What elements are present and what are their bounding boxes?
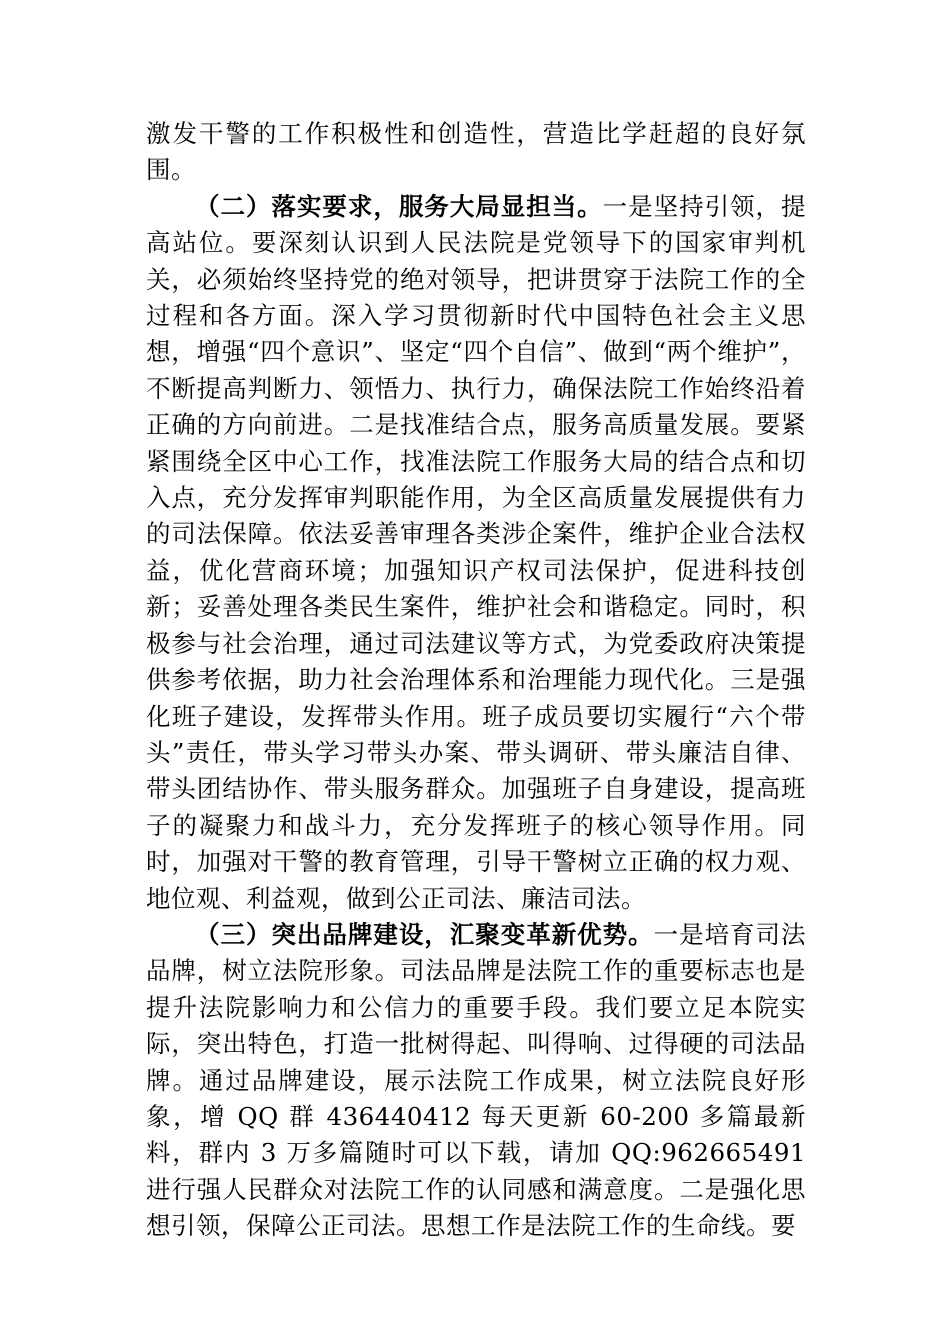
section-two-body: 一是坚持引领，提高站位。要深刻认识到人民法院是党领导下的国家审判机关，必须始终坚持党的绝对领导，把讲贯穿于法院工作的全过程和各方面。深入学习贯彻新时代中国特色社会主义思想，增强“四个意识”、坚定“四个自信”、做到“两个维护”，不断提高判断力、领悟力、执行力，确保法院工作始终沿着正确的方向前进。二是找准结合点，服务高质量发展。要紧紧围绕全区中心工作，找准法院工作服务大局的结合点和切入点，充分发挥审判职能作用，为全区高质量发展提供有力的司法保障。依法妥善审理各类涉企案件，维护企业合法权益，优化营商环境；加强知识产权司法保护，促进科技创新；妥善处理各类民生案件，维护社会和谐稳定。同时，积极参与社会治理，通过司法建议等方式，为党委政府决策提供参考依据，助力社会治理体系和治理能力现代化。三是强化班子建设，发挥带头作用。班子成员要切实履行“六个带头”责任，带头学习带头办案、带头调研、带头廉洁自律、带头团结协作、带头服务群众。加强班子自身建设，提高班子的凝聚力和战斗力，充分发挥班子的核心领导作用。同时，加强对干警的教育管理，引导干警树立正确的权力观、地位观、利益观，做到公正司法、廉洁司法。 (146, 191, 807, 913)
section-three-body: 一是培育司法品牌，树立法院形象。司法品牌是法院工作的重要标志也是提升法院影响力和公信力的重要手段。我们要立足本院实际，突出特色，打造一批树得起、叫得响、过得硬的司法品牌。通过品牌建设，展示法院工作成果，树立法院良好形象，增 QQ 群 436440412 每天更新 60-200 多篇最新料，群内 3 万多篇随时可以下载，请加 QQ:962665491 进行强人民群众对法院工作的认同感和满意度。二是强化思想引领，保障公正司法。思想工作是法院工作的生命线。要 (146, 919, 807, 1241)
document-page (146, 116, 806, 1245)
paragraph-section-two (146, 189, 806, 917)
section-two-heading: （二）落实要求，服务大局显担当。 (195, 191, 603, 221)
section-three-heading: （三）突出品牌建设，汇聚变革新优势。 (195, 919, 654, 949)
paragraph-section-three (146, 917, 806, 1245)
paragraph-continuation: 激发干警的工作积极性和创造性，营造比学赶超的良好氛围。 (146, 119, 806, 185)
